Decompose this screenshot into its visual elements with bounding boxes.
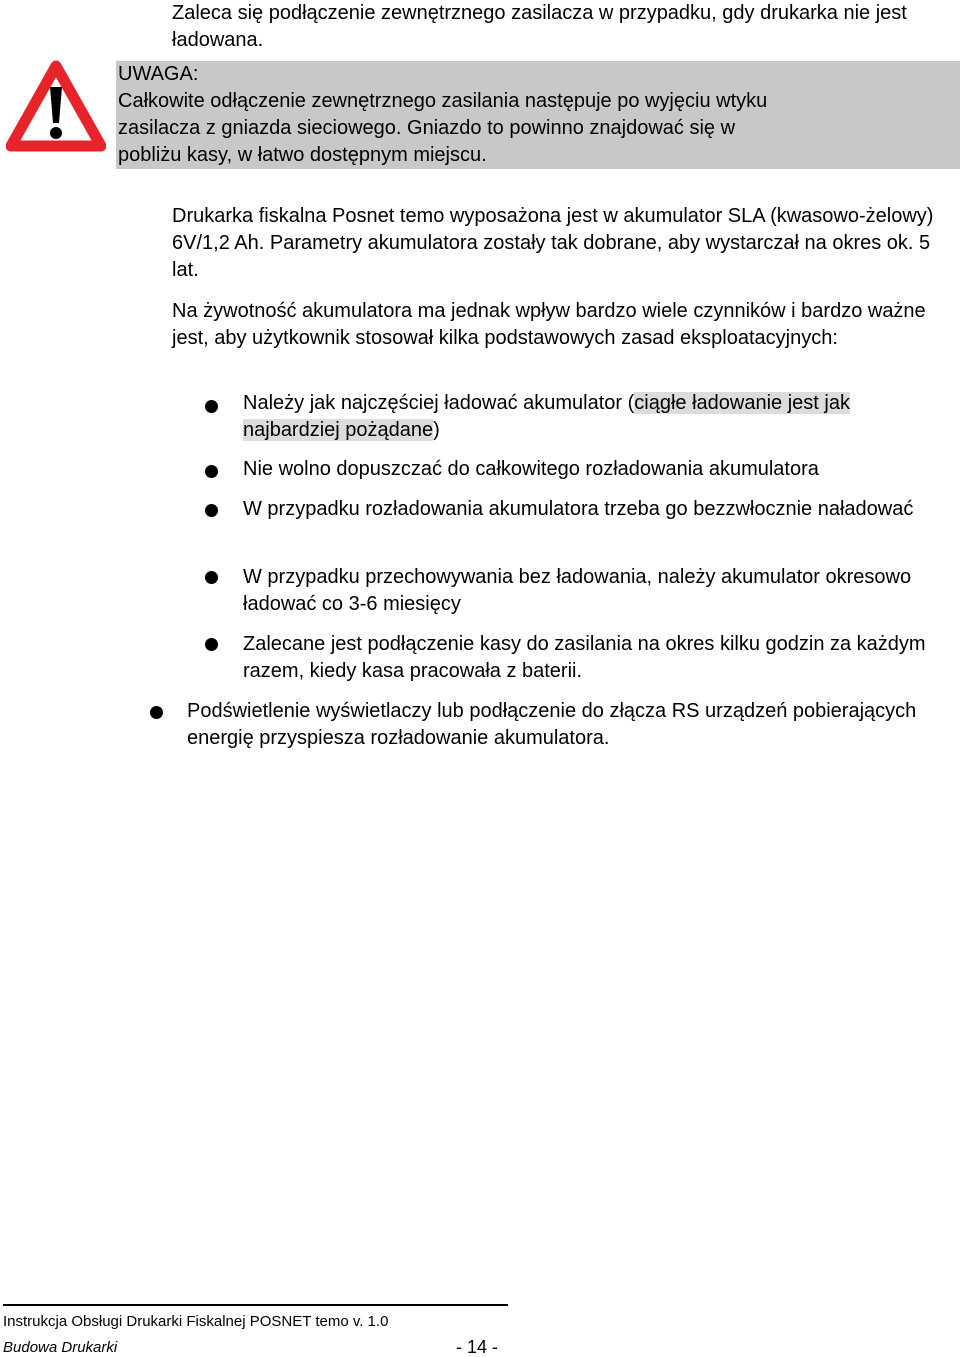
bullet-icon <box>205 638 218 651</box>
intro-paragraph: Zaleca się podłączenie zewnętrznego zasilacza w przypadku, gdy drukarka nie jest ładowana. <box>172 2 907 51</box>
list-item: W przypadku przechowywania bez ładowania, należy akumulator okresowo ładować co 3-6 miesięcy <box>243 566 912 615</box>
list-item: Nie wolno dopuszczać do całkowitego rozładowania akumulatora <box>243 458 819 480</box>
warning-text-line: pobliżu kasy, w łatwo dostępnym miejscu. <box>116 142 960 169</box>
list-item: Zalecane jest podłączenie kasy do zasilania na okres kilku godzin za każdym razem, kiedy kasa pracowała z baterii. <box>243 633 926 682</box>
warning-triangle-icon <box>6 60 106 152</box>
warning-text-line: Całkowite odłączenie zewnętrznego zasilania następuje po wyjęciu wtyku <box>116 88 960 115</box>
footer-divider <box>3 1304 508 1306</box>
bullet-icon <box>205 465 218 478</box>
bullet-icon <box>150 706 163 719</box>
footer-section-name: Budowa Drukarki <box>3 1339 118 1356</box>
bullet-icon <box>205 504 218 517</box>
warning-text-line: zasilacza z gniazda sieciowego. Gniazdo to powinno znajdować się w <box>116 115 960 142</box>
bullet-icon <box>205 571 218 584</box>
battery-life-paragraph: Na żywotność akumulatora ma jednak wpływ bardzo wiele czynników i bardzo ważne jest, aby użytkownik stosował kilka podstawowych zasad eksploatacyjnych: <box>172 300 926 349</box>
page-number: - 14 - <box>456 1337 499 1357</box>
list-item: Należy jak najczęściej ładować akumulator (ciągłe ładowanie jest jak najbardziej pożądane) <box>243 392 850 441</box>
battery-paragraph: Drukarka fiskalna Posnet temo wyposażona jest w akumulator SLA (kwasowo-żelowy) 6V/1,2 Ah. Parametry akumulatora zostały tak dobrane, aby wystarczał na okres ok. 5 lat. <box>172 205 934 281</box>
list-item: Podświetlenie wyświetlaczy lub podłączenie do złącza RS urządzeń pobierających energię przyspiesza rozładowanie akumulatora. <box>187 700 917 749</box>
list-item: W przypadku rozładowania akumulatora trzeba go bezzwłocznie naładować <box>243 498 914 520</box>
footer-document-title: Instrukcja Obsługi Drukarki Fiskalnej POSNET temo v. 1.0 <box>3 1313 389 1330</box>
warning-title: UWAGA: <box>116 61 960 88</box>
bullet-icon <box>205 400 218 413</box>
highlighted-text: ciągłe ładowanie jest jak najbardziej pożądane <box>243 392 850 441</box>
